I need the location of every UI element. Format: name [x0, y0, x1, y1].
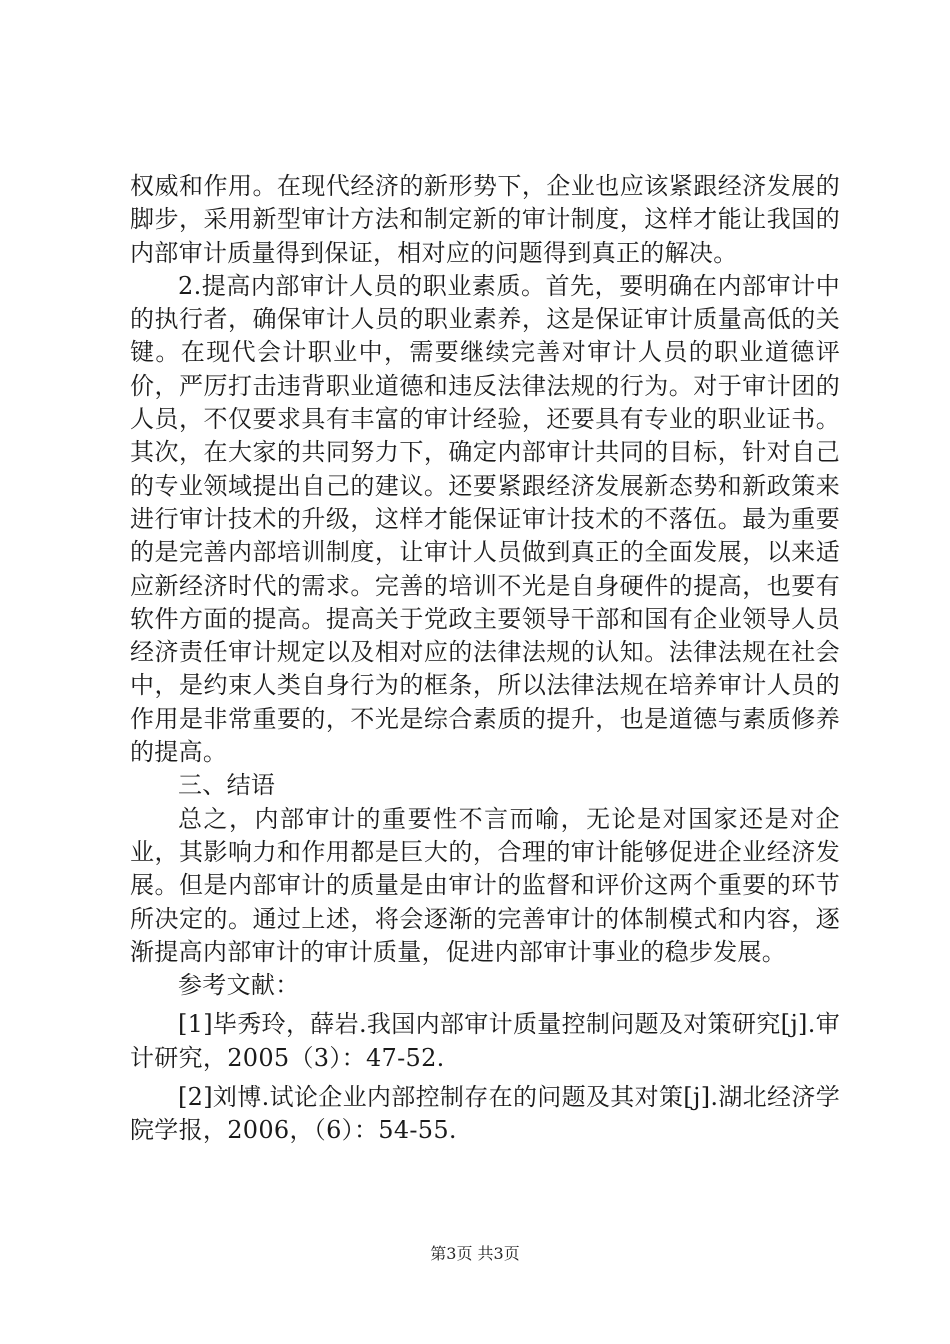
references-heading: 参考文献： — [178, 971, 300, 1000]
reference-item-1: [1]毕秀玲，薛岩.我国内部审计质量控制问题及对策研究[j].审计研究，2005（3）：47-52. — [130, 1010, 840, 1072]
paragraph-continuation: 权威和作用。在现代经济的新形势下，企业也应该紧跟经济发展的脚步，采用新型审计方法和制定新的审计制度，这样才能让我国的内部审计质量得到保证，相对应的问题得到真正的解决。 — [130, 172, 840, 267]
paragraph-conclusion: 总之，内部审计的重要性不言而喻，无论是对国家还是对企业，其影响力和作用都是巨大的，合理的审计能够促进企业经济发展。但是内部审计的质量是由审计的监督和评价这两个重要的环节所决定的。通过上述，将会逐渐的完善审计的体制模式和内容，逐渐提高内部审计的审计质量，促进内部审计事业的稳步发展。 — [130, 804, 840, 966]
document-body — [130, 170, 840, 1148]
paragraph-staff-quality: 2.提高内部审计人员的职业素质。首先，要明确在内部审计中的执行者，确保审计人员的职业素养，这是保证审计质量高低的关键。在现代会计职业中，需要继续完善对审计人员的职业道德评价，严厉打击违背职业道德和违反法律法规的行为。对于审计团的人员，不仅要求具有丰富的审计经验，还要具有专业的职业证书。其次，在大家的共同努力下，确定内部审计共同的目标，针对自己的专业领域提出自己的建议。还要紧跟经济发展新态势和新政策来进行审计技术的升级，这样才能保证审计技术的不落伍。最为重要的是完善内部培训制度，让审计人员做到真正的全面发展，以来适应新经济时代的需求。完善的培训不光是自身硬件的提高，也要有软件方面的提高。提高关于党政主要领导干部和国有企业领导人员经济责任审计规定以及相对应的法律法规的认知。法律法规在社会中，是约束人类自身行为的框条，所以法律法规在培养审计人员的作用是非常重要的，不光是综合素质的提升，也是道德与素质修养的提高。 — [130, 271, 840, 767]
section-heading-conclusion: 三、结语 — [178, 771, 276, 800]
reference-item-2: [2]刘博.试论企业内部控制存在的问题及其对策[j].湖北经济学院学报，2006，（6）：54-55. — [130, 1083, 840, 1145]
page-footer — [0, 1244, 950, 1264]
page-number-label: 第3页 共3页 — [430, 1244, 520, 1263]
